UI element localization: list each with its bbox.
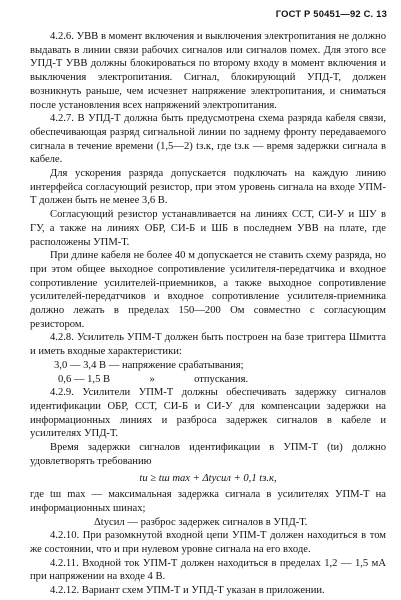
paragraph-4-2-8: 4.2.8. Усилитель УПМ-Т должен быть построен на базе триггера Шмитта и иметь входные характеристики: — [30, 332, 386, 358]
list-item-trigger-voltage: 3,0 — 3,4 В — напряжение срабатывания; — [54, 359, 244, 371]
paragraph-cable-length: При длине кабеля не более 40 м допускается не ставить схему разряда, но при этом общее выходное сопротивление усилителя-передатчика и входное сопротивление усилителей-приемников, а также выходное сопротивление усилителей-передатчиков и входное сопротивление усилителя-приемника должно лежать в пределах 150—200 Ом совместно с согласующим резистором. — [30, 250, 386, 330]
release-voltage-range: 0,6 — 1,5 В — [58, 373, 111, 385]
paragraph-id-delay-time: Время задержки сигналов идентификации в УПМ-Т (tи) должно удовлетворять требованию — [30, 442, 386, 467]
paragraph-4-2-11: 4.2.11. Входной ток УПМ-Т должен находиться в пределах 1,2 — 1,5 мА при напряжении на входе 4 В. — [30, 557, 386, 583]
formula-note-tmax: где tш max — максимальная задержка сигнала в усилителях УПМ-Т на информационных шинах; — [30, 489, 386, 514]
paragraph-4-2-9: 4.2.9. Усилители УПМ-Т должны обеспечивать задержку сигналов идентификации ОБР, ССТ, СИ-Б и СИ-У для компенсации задержки на информационных линиях и разброса задержек сигналов в кабеле и усилителях УПД-Т. — [30, 387, 386, 440]
document-body — [30, 30, 386, 598]
ditto-mark: » — [149, 373, 155, 385]
paragraph-discharge-speedup: Для ускорения разряда допускается подключать на каждую линию интерфейса согласующий резистор, при этом уровень сигнала на входе УПМ-Т должен быть не менее 3,6 В. — [30, 168, 386, 207]
paragraph-4-2-10: 4.2.10. При разомкнутой входной цепи УПМ-Т должен находиться в том же состоянии, что и при нулевом уровне сигнала на его входе. — [30, 530, 386, 556]
delay-formula: tи ≥ tш max + Δtусил + 0,1 tз.к, — [139, 472, 277, 484]
formula-note-spread: Δtусил — разброс задержек сигналов в УПД-Т. — [94, 516, 308, 528]
list-item-release-voltage — [30, 373, 386, 387]
release-label: отпускания. — [194, 373, 249, 385]
paragraph-4-2-12: 4.2.12. Вариант схем УПМ-Т и УПД-Т указан в приложении. — [50, 585, 325, 597]
page-header: ГОСТ Р 50451—92 С. 13 — [275, 8, 387, 19]
paragraph-4-2-7: 4.2.7. В УПД-Т должна быть предусмотрена схема разряда кабеля связи, обеспечивающая разряд сигнальной линии по заднему фронту передаваемого сигнала в течение времени (1,5—2) tз.к, где tз.к — время задержки сигнала в кабеле. — [30, 113, 386, 166]
paragraph-4-2-6: 4.2.6. УВВ в момент включения и выключения электропитания не должно выдавать в линии связи рабочих сигналов или сигналов помех. Для этого все УПД-Т УВВ должны блокироваться по второму входу в момент включения и выключения электропитания. Сигнал, блокирующий УПД-Т, должен возникнуть раньше, чем исчезнет напряжение электропитания, и сниматься после установления всех напряжений электропитания. — [30, 31, 386, 111]
paragraph-matching-resistor: Согласующий резистор устанавливается на линиях ССТ, СИ-У и ШУ в ГУ, а также на линиях ОБР, СИ-Б и ШБ в последнем УВВ на плате, где расположены УПМ-Т. — [30, 209, 386, 248]
